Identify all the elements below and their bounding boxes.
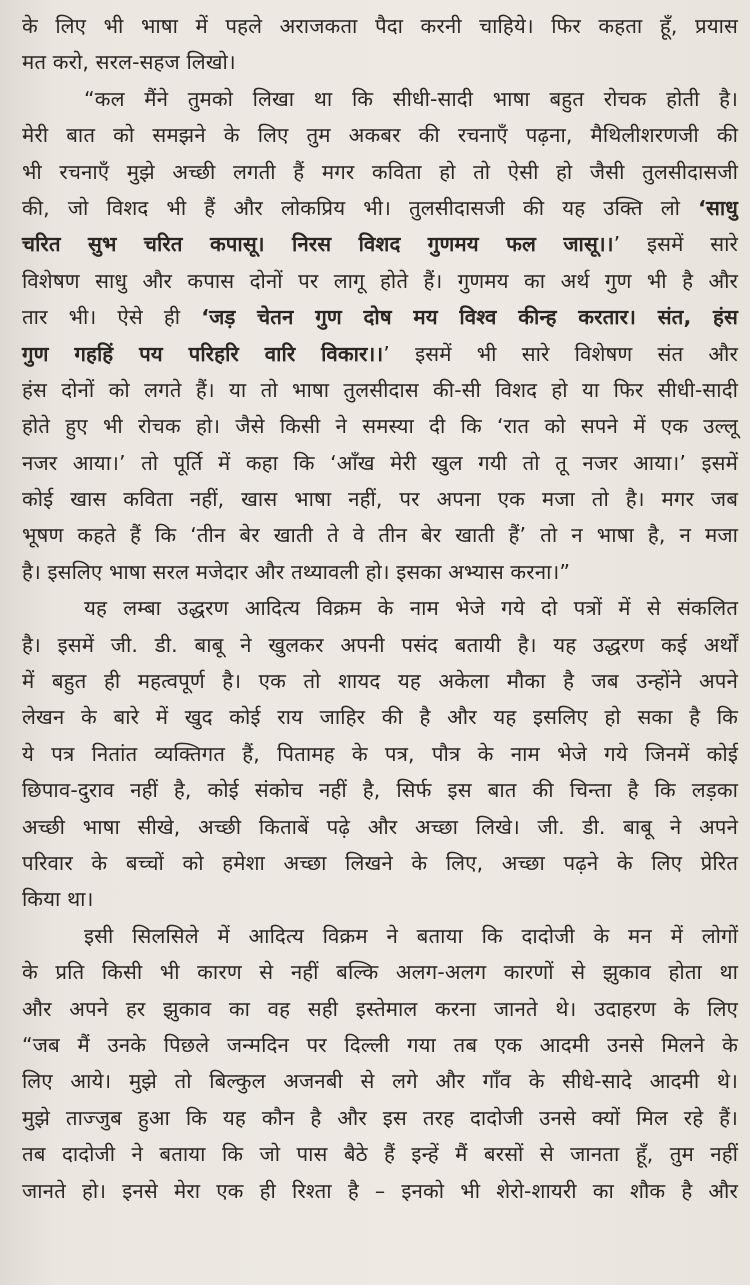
line-text: होते हुए भी रोचक हो। जैसे किसी ने समस्या दी कि ‘रात को सपने में एक उल्लू	[22, 414, 738, 439]
line-text: मेरी बात को समझने के लिए तुम अकबर की रचनाएँ पढ़ना, मैथिलीशरणजी की	[22, 123, 738, 148]
line-text: परिवार के बच्चों को हमेशा अच्छा लिखने के लिए, अच्छा पढ़ने के लिए प्रेरित	[22, 850, 738, 875]
text-line	[22, 809, 738, 845]
text-line	[22, 117, 738, 153]
line-text: मुझे ताज्जुब हुआ कि यह कौन है और इस तरह दादोजी उनसे क्यों मिल रहे हैं।	[22, 1105, 738, 1130]
line-text: है। इसमें जी. डी. बाबू ने खुलकर अपनी पसंद बतायी है। यह उद्धरण कई अर्थों	[22, 632, 738, 657]
text-line	[22, 1063, 738, 1099]
line-text: मत करो, सरल-सहज लिखो।	[22, 50, 236, 75]
line-text: “जब मैं उनके पिछले जन्मदिन पर दिल्ली गया तब एक आदमी उनसे मिलने के	[22, 1032, 738, 1057]
line-text: तार भी। ऐसे ही	[22, 305, 202, 330]
line-text: भूषण कहते हैं कि ‘तीन बेर खाती ते वे तीन बेर खाती हैं’ तो न भाषा है, न मजा	[22, 523, 738, 548]
line-text: है। इसलिए भाषा सरल मजेदार और तथ्यावली हो। इसका अभ्यास करना।”	[22, 559, 571, 584]
text-line	[22, 736, 738, 772]
line-text-continued: ’ इसमें सारे	[613, 232, 738, 257]
text-line	[22, 881, 738, 917]
line-text-continued: ’ इसमें भी सारे विशेषण संत और	[383, 341, 738, 366]
line-text: किया था।	[22, 887, 94, 912]
quoted-verse: चरित सुभ चरित कपासू। निरस विशद गुणमय फल जासू।।	[22, 232, 614, 257]
text-line	[22, 627, 738, 663]
text-line	[22, 845, 738, 881]
text-line	[22, 190, 738, 226]
line-text: जानते हो। इनसे मेरा एक ही रिश्ता है – इनको भी शेरो-शायरी का शौक है और	[22, 1178, 738, 1203]
text-line	[22, 954, 738, 990]
line-text: में बहुत ही महत्वपूर्ण है। एक तो शायद यह अकेला मौका है जब उन्होंने अपने	[22, 669, 738, 694]
line-text: की, जो विशद भी हैं और लोकप्रिय भी। तुलसीदासजी की यह उक्ति लो	[22, 195, 699, 220]
text-line	[22, 991, 738, 1027]
line-text: इसी सिलसिले में आदित्य विक्रम ने बताया कि दादोजी के मन में लोगों	[84, 923, 738, 948]
text-line	[22, 1136, 738, 1172]
text-line	[22, 554, 738, 590]
text-line	[22, 299, 738, 335]
text-line	[22, 445, 738, 481]
line-text: लिए आये। मुझे तो बिल्कुल अजनबी से लगे और गाँव के सीधे-सादे आदमी थे।	[22, 1069, 738, 1094]
line-text: कोई खास कविता नहीं, खास भाषा नहीं, पर अपना एक मजा तो है। मगर जब	[22, 487, 738, 512]
text-line	[22, 226, 738, 262]
text-line	[22, 1100, 738, 1136]
text-line	[22, 408, 738, 444]
line-text: यह लम्बा उद्धरण आदित्य विक्रम के नाम भेजे गये दो पत्रों में से संकलित	[84, 596, 738, 621]
quoted-verse: गुण गहहिं पय परिहरि वारि विकार।।	[22, 341, 384, 366]
text-line	[22, 154, 738, 190]
text-line	[22, 44, 738, 80]
line-text: विशेषण साधु और कपास दोनों पर लागू होते हैं। गुणमय का अर्थ गुण भी है और	[22, 268, 738, 293]
line-text: नजर आया।’ तो पूर्ति में कहा कि ‘आँख मेरी खुल गयी तो तू नजर आया।’ इसमें	[22, 450, 738, 475]
line-text: तब दादोजी ने बताया कि जो पास बैठे हैं इन्हें मैं बरसों से जानता हूँ, तुम नहीं	[22, 1142, 738, 1167]
line-text: ये पत्र नितांत व्यक्तिगत हैं, पितामह के पत्र, पौत्र के नाम भेजे गये जिनमें कोई	[22, 741, 738, 766]
line-text: और अपने हर झुकाव का वह सही इस्तेमाल करना जानते थे। उदाहरण के लिए	[22, 996, 738, 1021]
text-line	[22, 663, 738, 699]
text-line	[22, 481, 738, 517]
quoted-verse: ‘जड़ चेतन गुण दोष मय विश्व कीन्ह करतार। संत, हंस	[201, 305, 738, 330]
line-text: हंस दोनों को लगते हैं। या तो भाषा तुलसीदास की-सी विशद हो या फिर सीधी-सादी	[22, 377, 738, 402]
text-line	[22, 263, 738, 299]
line-text: लेखन के बारे में खुद कोई राय जाहिर की है और यह इसलिए हो सका है कि	[22, 705, 738, 730]
text-line	[22, 372, 738, 408]
text-line	[22, 336, 738, 372]
text-line	[22, 699, 738, 735]
text-line	[22, 918, 738, 954]
text-line	[22, 1027, 738, 1063]
page-body-text	[22, 8, 738, 1209]
text-line	[22, 590, 738, 626]
line-text: के लिए भी भाषा में पहले अराजकता पैदा करनी चाहिये। फिर कहता हूँ, प्रयास	[22, 14, 738, 38]
line-text: भी रचनाएँ मुझे अच्छी लगती हैं मगर कविता हो तो ऐसी हो जैसी तुलसीदासजी	[22, 159, 738, 184]
text-line	[22, 1173, 738, 1209]
quoted-verse: ‘साधु	[698, 195, 738, 220]
line-text: “कल मैंने तुमको लिखा था कि सीधी-सादी भाषा बहुत रोचक होती है।	[84, 86, 738, 111]
text-line	[22, 8, 738, 44]
text-line	[22, 81, 738, 117]
text-line	[22, 517, 738, 553]
text-line	[22, 772, 738, 808]
line-text: अच्छी भाषा सीखे, अच्छी किताबें पढ़े और अच्छा लिखे। जी. डी. बाबू ने अपने	[22, 814, 738, 839]
line-text: छिपाव-दुराव नहीं है, कोई संकोच नहीं है, सिर्फ इस बात की चिन्ता है कि लड़का	[22, 778, 738, 803]
line-text: के प्रति किसी भी कारण से नहीं बल्कि अलग-अलग कारणों से झुकाव होता था	[22, 960, 738, 985]
